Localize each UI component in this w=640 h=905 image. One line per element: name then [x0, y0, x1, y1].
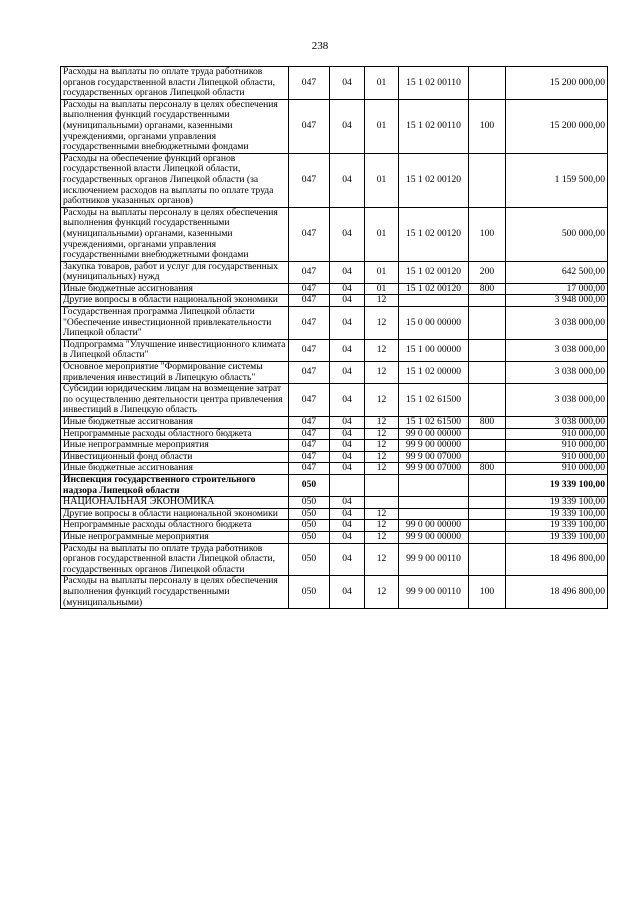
row-target-cell: 99 9 00 00000 — [399, 440, 469, 452]
table-row — [61, 428, 608, 440]
row-amount-cell: 19 339 100,00 — [506, 497, 608, 509]
page-number: 238 — [311, 40, 329, 52]
row-section-cell: 04 — [330, 463, 365, 475]
table-body — [61, 67, 608, 609]
row-admin-cell: 050 — [289, 543, 330, 576]
row-name-cell: Расходы на выплаты персоналу в целях обеспечения выполнения функций государственными (муниципальными) органами, казенными учреждениями, органами управления государственными внебюджетными фондами — [61, 207, 289, 261]
row-name-cell: Непрограммные расходы областного бюджета — [61, 428, 289, 440]
row-name-cell: Закупка товаров, работ и услуг для государственных (муниципальных) нужд — [61, 261, 289, 283]
row-subsection-cell — [365, 497, 399, 509]
table-row — [61, 283, 608, 295]
row-amount-cell: 910 000,00 — [506, 463, 608, 475]
row-admin-cell: 050 — [289, 508, 330, 520]
row-amount-cell: 19 339 100,00 — [506, 474, 608, 496]
table-row — [61, 307, 608, 340]
row-amount-cell: 3 038 000,00 — [506, 362, 608, 384]
row-amount-cell: 910 000,00 — [506, 428, 608, 440]
row-section-cell: 04 — [330, 307, 365, 340]
row-amount-cell: 642 500,00 — [506, 261, 608, 283]
row-expense-type-cell — [469, 508, 506, 520]
table-row — [61, 520, 608, 532]
row-name-cell: Расходы на выплаты персоналу в целях обеспечения выполнения функций государственными (муниципальными) органами, казенными учреждениями, органами управления государственными внебюджетными фондами — [61, 99, 289, 153]
row-amount-cell: 910 000,00 — [506, 440, 608, 452]
row-name-cell: Иные бюджетные ассигнования — [61, 417, 289, 429]
row-section-cell: 04 — [330, 497, 365, 509]
row-amount-cell: 15 200 000,00 — [506, 67, 608, 100]
row-amount-cell: 500 000,00 — [506, 207, 608, 261]
row-expense-type-cell: 800 — [469, 463, 506, 475]
row-admin-cell: 047 — [289, 440, 330, 452]
row-section-cell: 04 — [330, 520, 365, 532]
row-subsection-cell: 12 — [365, 362, 399, 384]
row-expense-type-cell — [469, 451, 506, 463]
table-row — [61, 463, 608, 475]
row-subsection-cell: 12 — [365, 520, 399, 532]
row-expense-type-cell — [469, 543, 506, 576]
row-target-cell: 99 0 00 00000 — [399, 428, 469, 440]
row-amount-cell: 18 496 800,00 — [506, 543, 608, 576]
row-target-cell: 99 9 00 00000 — [399, 531, 469, 543]
row-target-cell — [399, 497, 469, 509]
row-subsection-cell: 12 — [365, 384, 399, 417]
row-expense-type-cell — [469, 153, 506, 207]
table-row — [61, 384, 608, 417]
row-section-cell: 04 — [330, 451, 365, 463]
row-target-cell: 15 1 02 00110 — [399, 99, 469, 153]
row-expense-type-cell — [469, 428, 506, 440]
row-amount-cell: 19 339 100,00 — [506, 520, 608, 532]
table-row — [61, 207, 608, 261]
row-name-cell: Инвестиционный фонд области — [61, 451, 289, 463]
row-subsection-cell: 12 — [365, 339, 399, 361]
row-name-cell: Основное мероприятие "Формирование системы привлечения инвестиций в Липецкую область" — [61, 362, 289, 384]
row-amount-cell: 19 339 100,00 — [506, 531, 608, 543]
row-admin-cell: 047 — [289, 362, 330, 384]
row-amount-cell: 910 000,00 — [506, 451, 608, 463]
row-subsection-cell: 12 — [365, 531, 399, 543]
row-section-cell: 04 — [330, 67, 365, 100]
row-section-cell: 04 — [330, 440, 365, 452]
row-admin-cell: 047 — [289, 463, 330, 475]
row-name-cell: Иные бюджетные ассигнования — [61, 463, 289, 475]
row-amount-cell: 3 948 000,00 — [506, 295, 608, 307]
table-row — [61, 67, 608, 100]
row-section-cell: 04 — [330, 543, 365, 576]
row-section-cell: 04 — [330, 295, 365, 307]
table-row — [61, 474, 608, 496]
row-name-cell: Непрограммные расходы областного бюджета — [61, 520, 289, 532]
row-target-cell: 15 1 02 00120 — [399, 207, 469, 261]
table-row — [61, 451, 608, 463]
row-target-cell: 99 9 00 07000 — [399, 463, 469, 475]
row-subsection-cell: 01 — [365, 283, 399, 295]
row-expense-type-cell — [469, 307, 506, 340]
row-name-cell: Субсидии юридическим лицам на возмещение затрат по осуществлению деятельности центра привлечения инвестиций в Липецкую область — [61, 384, 289, 417]
row-target-cell: 99 9 00 00110 — [399, 576, 469, 609]
row-name-cell: Иные бюджетные ассигнования — [61, 283, 289, 295]
row-section-cell: 04 — [330, 508, 365, 520]
row-admin-cell: 050 — [289, 497, 330, 509]
row-section-cell: 04 — [330, 339, 365, 361]
row-admin-cell: 047 — [289, 283, 330, 295]
row-amount-cell: 3 038 000,00 — [506, 417, 608, 429]
row-amount-cell: 18 496 800,00 — [506, 576, 608, 609]
row-name-cell: Другие вопросы в области национальной экономики — [61, 508, 289, 520]
row-target-cell: 15 1 02 00120 — [399, 283, 469, 295]
row-admin-cell: 047 — [289, 307, 330, 340]
row-admin-cell: 047 — [289, 339, 330, 361]
row-amount-cell: 3 038 000,00 — [506, 339, 608, 361]
table-row — [61, 153, 608, 207]
row-subsection-cell: 12 — [365, 451, 399, 463]
row-name-cell: Расходы на выплаты персоналу в целях обеспечения выполнения функций государственными (муниципальными) — [61, 576, 289, 609]
row-subsection-cell: 12 — [365, 463, 399, 475]
row-expense-type-cell — [469, 67, 506, 100]
row-subsection-cell: 12 — [365, 417, 399, 429]
row-section-cell: 04 — [330, 428, 365, 440]
table-row — [61, 339, 608, 361]
table-row — [61, 440, 608, 452]
row-subsection-cell: 12 — [365, 295, 399, 307]
row-expense-type-cell — [469, 520, 506, 532]
row-admin-cell: 047 — [289, 99, 330, 153]
row-admin-cell: 050 — [289, 531, 330, 543]
row-amount-cell: 19 339 100,00 — [506, 508, 608, 520]
row-admin-cell: 047 — [289, 207, 330, 261]
row-name-cell: Расходы на выплаты по оплате труда работников органов государственной власти Липецкой области, государственных органов Липецкой области — [61, 543, 289, 576]
row-section-cell: 04 — [330, 99, 365, 153]
row-subsection-cell: 01 — [365, 261, 399, 283]
row-subsection-cell: 01 — [365, 99, 399, 153]
budget-table — [60, 66, 608, 609]
table-row — [61, 417, 608, 429]
table-row — [61, 543, 608, 576]
row-amount-cell: 3 038 000,00 — [506, 307, 608, 340]
table-row — [61, 531, 608, 543]
row-admin-cell: 050 — [289, 576, 330, 609]
row-section-cell: 04 — [330, 531, 365, 543]
row-expense-type-cell — [469, 339, 506, 361]
row-target-cell — [399, 474, 469, 496]
row-subsection-cell: 12 — [365, 440, 399, 452]
row-expense-type-cell: 800 — [469, 283, 506, 295]
row-expense-type-cell — [469, 497, 506, 509]
row-subsection-cell: 12 — [365, 508, 399, 520]
row-admin-cell: 047 — [289, 417, 330, 429]
row-expense-type-cell — [469, 384, 506, 417]
row-name-cell: Другие вопросы в области национальной экономики — [61, 295, 289, 307]
row-target-cell — [399, 295, 469, 307]
row-name-cell: Иные непрограммные мероприятия — [61, 440, 289, 452]
row-admin-cell: 047 — [289, 67, 330, 100]
table-row — [61, 295, 608, 307]
table-row — [61, 261, 608, 283]
row-target-cell: 15 1 02 00110 — [399, 67, 469, 100]
table-row — [61, 508, 608, 520]
row-section-cell: 04 — [330, 261, 365, 283]
row-name-cell: Государственная программа Липецкой области "Обеспечение инвестиционной привлекательности Липецкой области" — [61, 307, 289, 340]
row-expense-type-cell — [469, 362, 506, 384]
row-target-cell: 99 0 00 00000 — [399, 520, 469, 532]
row-admin-cell: 047 — [289, 153, 330, 207]
row-name-cell: Иные непрограммные мероприятия — [61, 531, 289, 543]
row-section-cell: 04 — [330, 283, 365, 295]
row-section-cell: 04 — [330, 417, 365, 429]
row-admin-cell: 047 — [289, 451, 330, 463]
row-expense-type-cell — [469, 474, 506, 496]
row-target-cell: 99 9 00 00110 — [399, 543, 469, 576]
row-subsection-cell — [365, 474, 399, 496]
row-target-cell: 15 0 00 00000 — [399, 307, 469, 340]
table-row — [61, 497, 608, 509]
row-target-cell: 99 9 00 07000 — [399, 451, 469, 463]
row-name-cell: НАЦИОНАЛЬНАЯ ЭКОНОМИКА — [61, 497, 289, 509]
row-section-cell: 04 — [330, 384, 365, 417]
row-admin-cell: 050 — [289, 520, 330, 532]
row-expense-type-cell: 200 — [469, 261, 506, 283]
row-name-cell: Расходы на обеспечение функций органов государственной власти Липецкой области, государственных органов Липецкой области (за исключением расходов на выплаты по оплате труда работников указанных органов) — [61, 153, 289, 207]
row-subsection-cell: 01 — [365, 207, 399, 261]
row-name-cell: Расходы на выплаты по оплате труда работников органов государственной власти Липецкой области, государственных органов Липецкой области — [61, 67, 289, 100]
row-target-cell: 15 1 00 00000 — [399, 339, 469, 361]
row-subsection-cell: 12 — [365, 576, 399, 609]
table-row — [61, 576, 608, 609]
row-subsection-cell: 12 — [365, 543, 399, 576]
row-target-cell: 15 1 02 00000 — [399, 362, 469, 384]
row-section-cell — [330, 474, 365, 496]
row-expense-type-cell — [469, 295, 506, 307]
row-expense-type-cell — [469, 440, 506, 452]
row-target-cell: 15 1 02 00120 — [399, 153, 469, 207]
row-subsection-cell: 12 — [365, 428, 399, 440]
row-admin-cell: 047 — [289, 384, 330, 417]
row-name-cell: Инспекция государственного строительного надзора Липецкой области — [61, 474, 289, 496]
row-name-cell: Подпрограмма "Улучшение инвестиционного климата в Липецкой области" — [61, 339, 289, 361]
row-amount-cell: 17 000,00 — [506, 283, 608, 295]
row-subsection-cell: 01 — [365, 153, 399, 207]
row-target-cell — [399, 508, 469, 520]
row-target-cell: 15 1 02 00120 — [399, 261, 469, 283]
row-admin-cell: 050 — [289, 474, 330, 496]
row-admin-cell: 047 — [289, 428, 330, 440]
row-target-cell: 15 1 02 61500 — [399, 384, 469, 417]
row-section-cell: 04 — [330, 576, 365, 609]
row-section-cell: 04 — [330, 207, 365, 261]
row-amount-cell: 1 159 500,00 — [506, 153, 608, 207]
table-row — [61, 99, 608, 153]
row-section-cell: 04 — [330, 153, 365, 207]
row-section-cell: 04 — [330, 362, 365, 384]
row-expense-type-cell — [469, 531, 506, 543]
row-expense-type-cell: 100 — [469, 99, 506, 153]
row-target-cell: 15 1 02 61500 — [399, 417, 469, 429]
row-subsection-cell: 01 — [365, 67, 399, 100]
row-admin-cell: 047 — [289, 295, 330, 307]
row-subsection-cell: 12 — [365, 307, 399, 340]
row-admin-cell: 047 — [289, 261, 330, 283]
row-expense-type-cell: 100 — [469, 207, 506, 261]
row-expense-type-cell: 800 — [469, 417, 506, 429]
table-row — [61, 362, 608, 384]
row-amount-cell: 15 200 000,00 — [506, 99, 608, 153]
row-amount-cell: 3 038 000,00 — [506, 384, 608, 417]
row-expense-type-cell: 100 — [469, 576, 506, 609]
